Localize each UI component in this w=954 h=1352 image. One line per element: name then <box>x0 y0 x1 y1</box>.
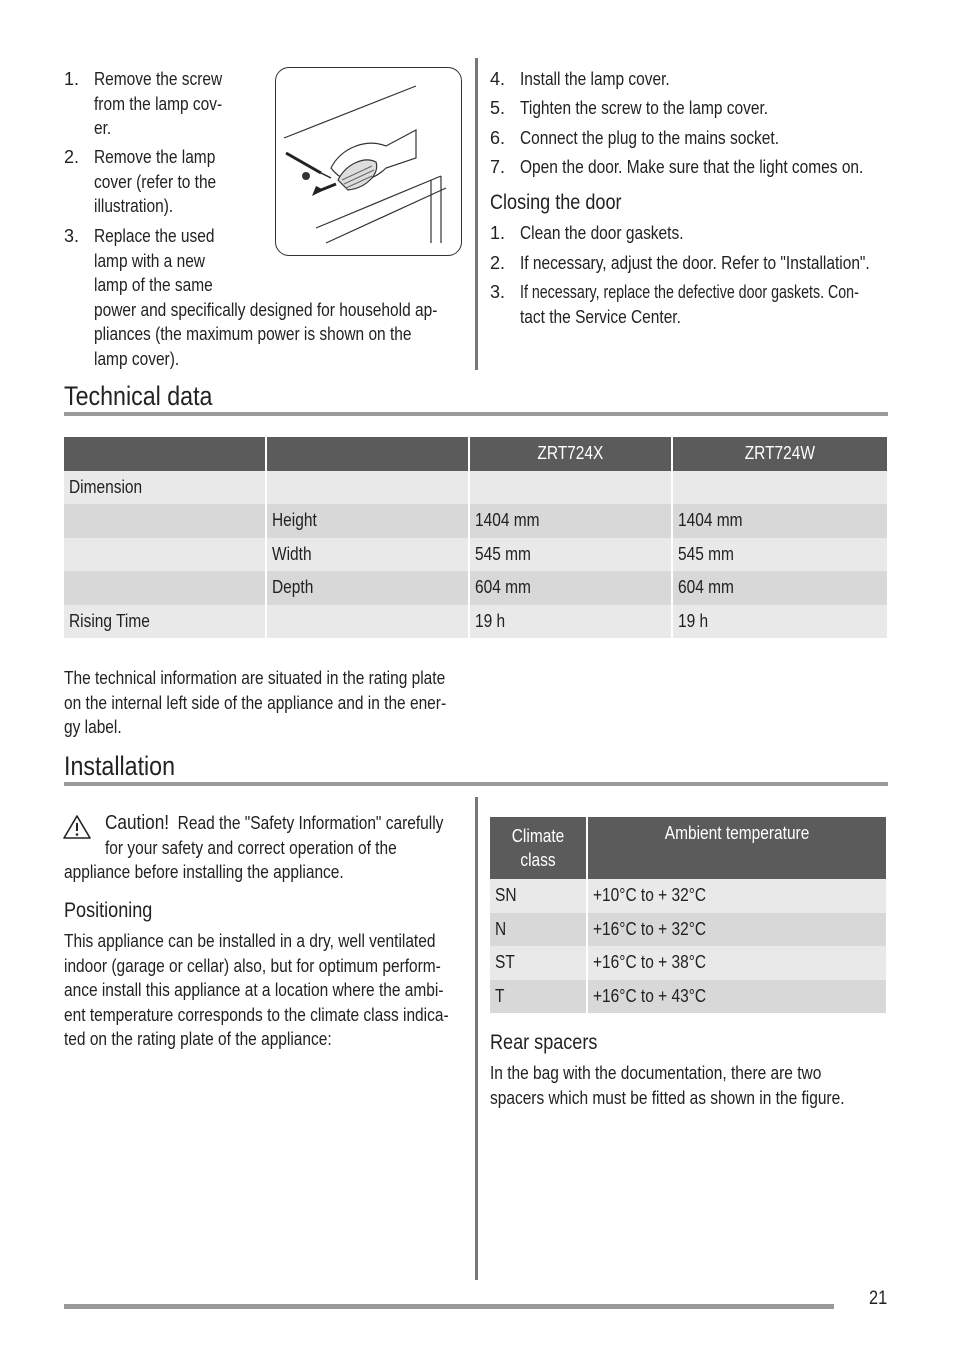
table-cell <box>470 471 671 505</box>
table-cell: Dimension <box>64 471 265 505</box>
table-cell <box>64 504 265 538</box>
installation-rule <box>64 782 888 786</box>
table-cell <box>64 538 265 572</box>
climate-class-table <box>488 817 888 1013</box>
table-cell: 1404 mm <box>673 504 887 538</box>
footer-rule <box>64 1304 834 1309</box>
table-cell: 19 h <box>673 605 887 639</box>
table-cell: SN <box>490 879 586 913</box>
table-cell: 545 mm <box>673 538 887 572</box>
table-cell <box>267 605 468 639</box>
table-cell: T <box>490 980 586 1014</box>
table-row <box>64 471 887 505</box>
table-cell <box>64 571 265 605</box>
table-row <box>490 946 886 980</box>
caution-label: Caution! <box>105 812 170 834</box>
table-cell: N <box>490 913 586 947</box>
positioning-text: This appliance can be installed in a dry, well ventilated indoor (garage or cellar) also, but for optimum perform- ance install this appliance at a location where the ambi- ent temperature corresponds to the climate class indica- ted on the rating plate of the appliance: <box>64 931 449 1049</box>
table-row <box>490 980 886 1014</box>
table-cell <box>267 471 468 505</box>
table-cell: +16°C to + 38°C <box>588 946 886 980</box>
rear-spacers-text: In the bag with the documentation, there are two spacers which must be fitted as shown in the figure. <box>490 1063 845 1108</box>
table-cell <box>673 471 887 505</box>
table-cell: +16°C to + 32°C <box>588 913 886 947</box>
technical-data-rule <box>64 412 888 416</box>
table-cell: Rising Time <box>64 605 265 639</box>
table-header-cell: ZRT724W <box>673 437 887 471</box>
table-cell: 1404 mm <box>470 504 671 538</box>
table-cell: Height <box>267 504 468 538</box>
technical-data-table <box>62 437 889 638</box>
table-header-row <box>490 817 886 879</box>
installation-heading: Installation <box>64 751 176 781</box>
table-header-cell: Climate class <box>490 817 586 879</box>
lamp-cover-illustration <box>275 67 462 256</box>
page-number: 21 <box>869 1288 888 1309</box>
table-cell: Width <box>267 538 468 572</box>
table-cell: +16°C to + 43°C <box>588 980 886 1014</box>
table-row <box>64 504 887 538</box>
rear-spacers-heading: Rear spacers <box>490 1031 598 1054</box>
table-row <box>64 538 887 572</box>
table-row <box>490 913 886 947</box>
technical-data-heading: Technical data <box>64 381 213 411</box>
table-cell: 604 mm <box>470 571 671 605</box>
table-cell: +10°C to + 32°C <box>588 879 886 913</box>
column-divider-top <box>475 58 478 370</box>
table-header-cell: ZRT724X <box>470 437 671 471</box>
table-header-cell <box>64 437 265 471</box>
table-cell: 604 mm <box>673 571 887 605</box>
positioning-heading: Positioning <box>64 899 153 922</box>
closing-door-heading: Closing the door <box>490 191 622 214</box>
table-row <box>490 879 886 913</box>
table-cell: Depth <box>267 571 468 605</box>
table-cell: ST <box>490 946 586 980</box>
technical-note: The technical information are situated in the rating plate on the internal left side of the appliance and in the ener- gy label. <box>64 668 447 737</box>
table-cell: 545 mm <box>470 538 671 572</box>
table-row <box>64 605 887 639</box>
table-header-row <box>64 437 887 471</box>
table-cell: 19 h <box>470 605 671 639</box>
table-header-cell: Ambient temperature <box>588 817 886 879</box>
table-header-cell <box>267 437 468 471</box>
caution-text: Caution! Read the "Safety Information" carefully for your safety and correct operation of the appliance before installing the appliance. <box>64 812 444 882</box>
table-row <box>64 571 887 605</box>
